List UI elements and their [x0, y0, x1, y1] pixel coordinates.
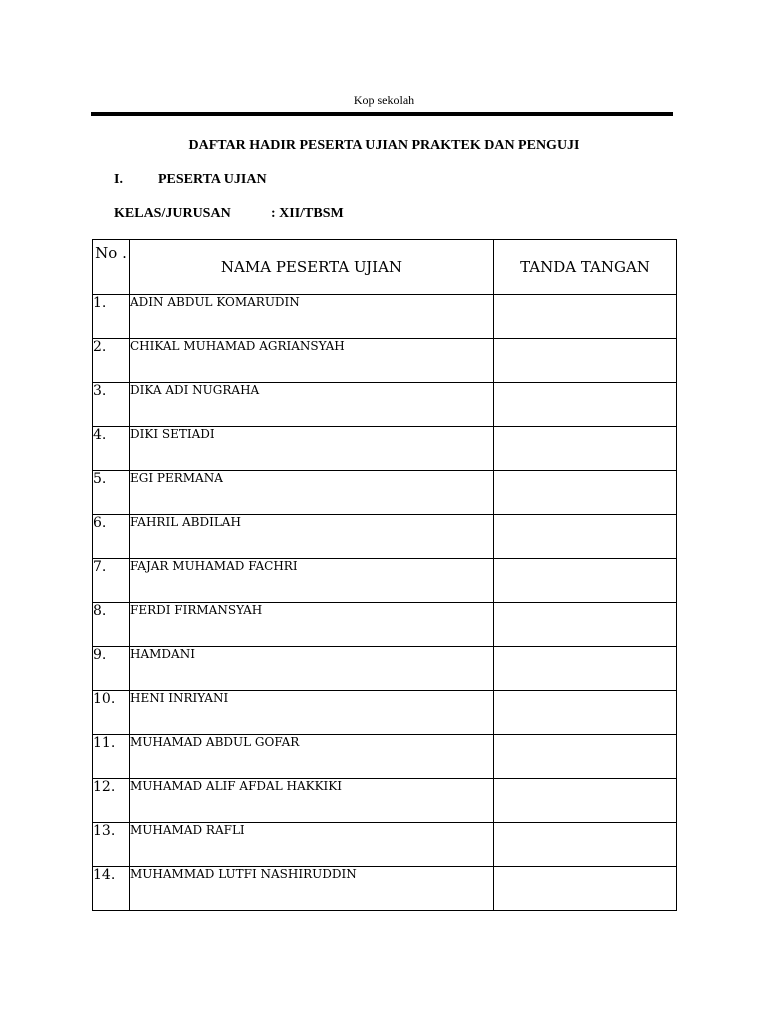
row-number: 7.: [93, 559, 130, 603]
row-number: 9.: [93, 647, 130, 691]
participant-name: CHIKAL MUHAMAD AGRIANSYAH: [130, 339, 494, 383]
participant-name: FAJAR MUHAMAD FACHRI: [130, 559, 494, 603]
row-number: 1.: [93, 295, 130, 339]
signature-cell[interactable]: [494, 779, 677, 823]
row-number: 2.: [93, 339, 130, 383]
row-number: 4.: [93, 427, 130, 471]
signature-cell[interactable]: [494, 427, 677, 471]
table-row: [93, 515, 677, 559]
table-header-row: [93, 240, 677, 295]
table-row: [93, 823, 677, 867]
header-signature: TANDA TANGAN: [494, 240, 677, 295]
signature-cell[interactable]: [494, 295, 677, 339]
participant-name: MUHAMAD RAFLI: [130, 823, 494, 867]
table-row: [93, 691, 677, 735]
signature-cell[interactable]: [494, 823, 677, 867]
row-number: 12.: [93, 779, 130, 823]
header-number: No .: [93, 240, 130, 295]
signature-cell[interactable]: [494, 735, 677, 779]
participant-name: HAMDANI: [130, 647, 494, 691]
signature-cell[interactable]: [494, 559, 677, 603]
participant-name: MUHAMMAD LUTFI NASHIRUDDIN: [130, 867, 494, 911]
table-row: [93, 735, 677, 779]
signature-cell[interactable]: [494, 867, 677, 911]
row-number: 14.: [93, 867, 130, 911]
class-label: KELAS/JURUSAN: [114, 206, 231, 221]
row-number: 3.: [93, 383, 130, 427]
letterhead-placeholder: Kop sekolah: [353, 93, 415, 107]
signature-cell[interactable]: [494, 339, 677, 383]
table-row: [93, 427, 677, 471]
table-row: [93, 383, 677, 427]
participant-name: HENI INRIYANI: [130, 691, 494, 735]
table-row: [93, 603, 677, 647]
table-row: [93, 339, 677, 383]
signature-cell[interactable]: [494, 691, 677, 735]
participant-name: ADIN ABDUL KOMARUDIN: [130, 295, 494, 339]
participant-name: FAHRIL ABDILAH: [130, 515, 494, 559]
class-value: : XII/TBSM: [271, 206, 344, 221]
table-row: [93, 779, 677, 823]
row-number: 6.: [93, 515, 130, 559]
participant-name: DIKI SETIADI: [130, 427, 494, 471]
row-number: 13.: [93, 823, 130, 867]
row-number: 11.: [93, 735, 130, 779]
signature-cell[interactable]: [494, 383, 677, 427]
row-number: 10.: [93, 691, 130, 735]
participant-name: MUHAMAD ABDUL GOFAR: [130, 735, 494, 779]
row-number: 5.: [93, 471, 130, 515]
signature-cell[interactable]: [494, 471, 677, 515]
table-row: [93, 867, 677, 911]
row-number: 8.: [93, 603, 130, 647]
table-row: [93, 471, 677, 515]
participant-name: MUHAMAD ALIF AFDAL HAKKIKI: [130, 779, 494, 823]
header-participant-name: NAMA PESERTA UJIAN: [130, 240, 494, 295]
signature-cell[interactable]: [494, 647, 677, 691]
signature-cell[interactable]: [494, 603, 677, 647]
table-row: [93, 559, 677, 603]
participant-name: FERDI FIRMANSYAH: [130, 603, 494, 647]
letterhead-divider: [91, 112, 673, 116]
document-title: DAFTAR HADIR PESERTA UJIAN PRAKTEK DAN PENGUJI: [188, 138, 580, 153]
participant-name: EGI PERMANA: [130, 471, 494, 515]
participant-name: DIKA ADI NUGRAHA: [130, 383, 494, 427]
section-number: I.: [114, 172, 123, 187]
table-row: [93, 295, 677, 339]
table-row: [93, 647, 677, 691]
attendance-table: [92, 239, 677, 911]
section-title: PESERTA UJIAN: [158, 172, 267, 187]
signature-cell[interactable]: [494, 515, 677, 559]
